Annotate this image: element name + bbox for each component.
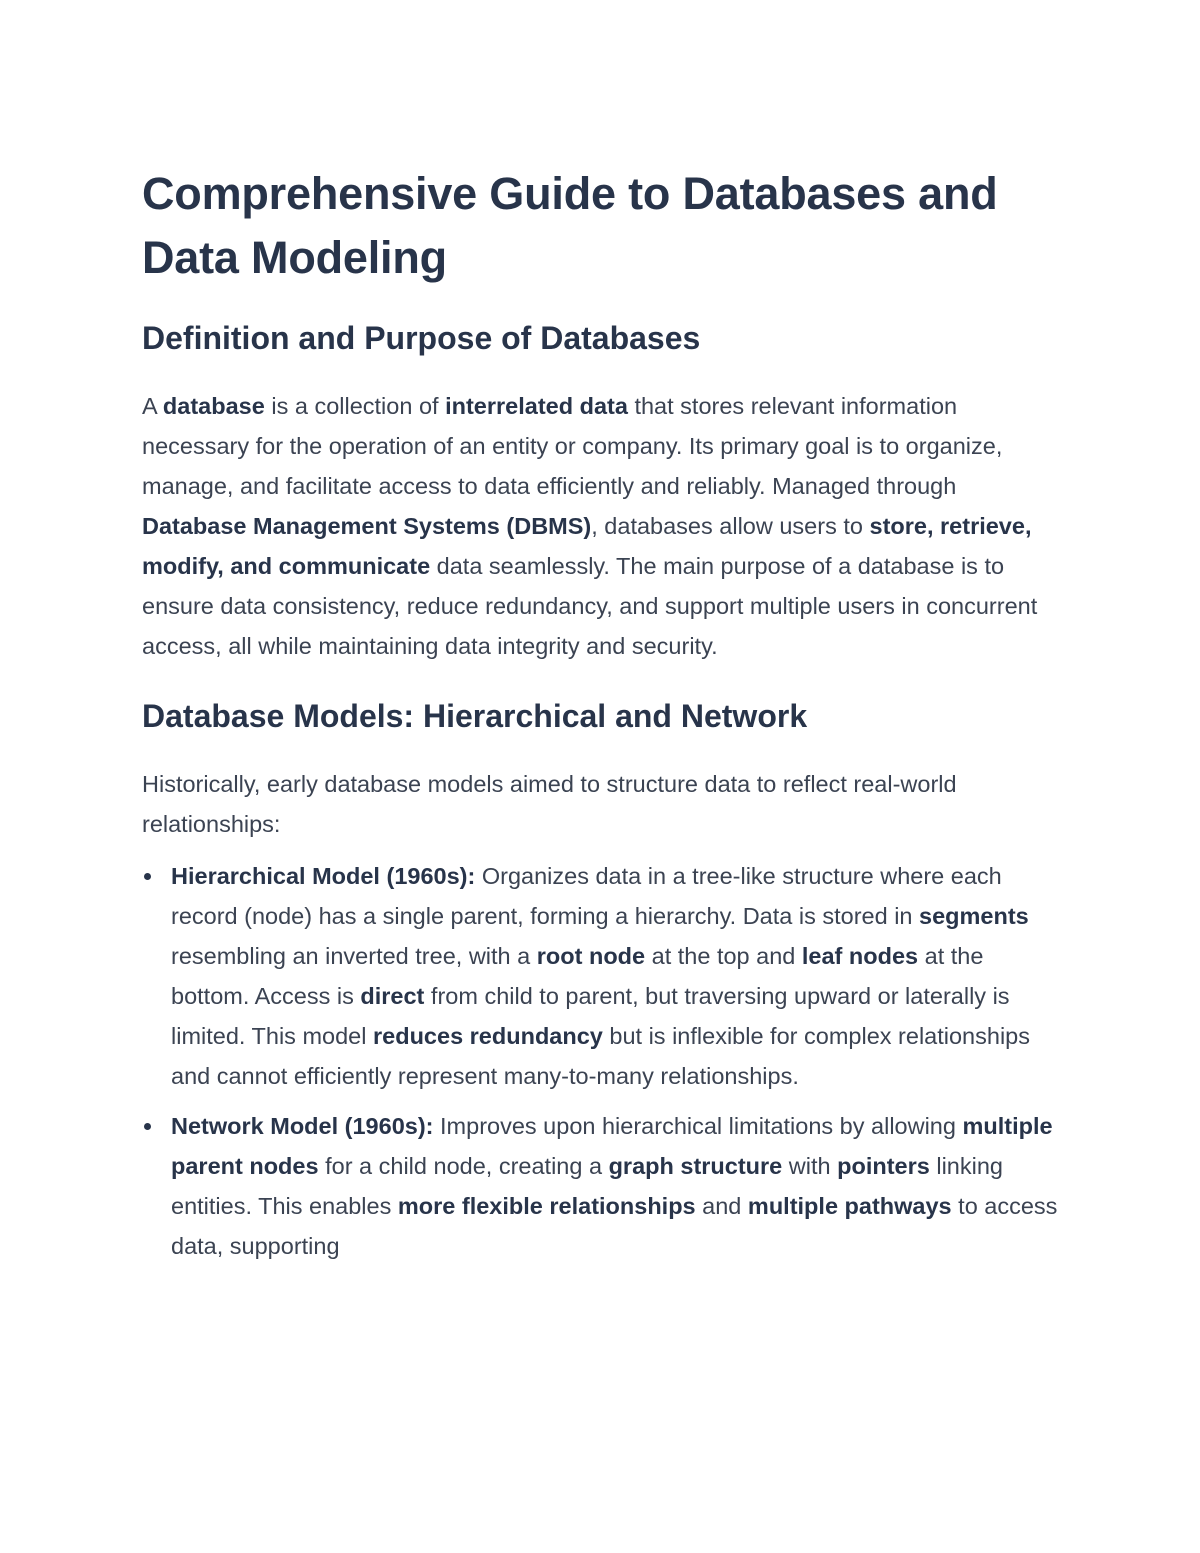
text-run: A [142, 393, 163, 419]
text-run: Organizes data in a tree-like structure where each record (node) has a single parent, forming a hierarchy. Data is stored in [171, 863, 1002, 929]
bold-term: store, retrieve, modify, and communicate [142, 513, 1032, 579]
text-run: for a child node, creating a [318, 1153, 609, 1179]
bullet-icon [144, 873, 151, 880]
list-item-network [142, 1106, 1062, 1266]
text-run: , databases allow users to [591, 513, 870, 539]
bold-term: direct [360, 983, 425, 1009]
bold-term: database [162, 393, 265, 419]
text-run: at the top and [645, 943, 802, 969]
text-run: at the bottom. Access is [171, 943, 984, 1009]
text-run: that stores relevant information necessary for the operation of an entity or company. Its primary goal is to organize, manage, and facilitate access to data efficiently and reliably. Managed through [142, 393, 1003, 499]
text-run: to access data, supporting [171, 1193, 1058, 1259]
list-item-hierarchical [142, 856, 1062, 1096]
text-run: and [695, 1193, 748, 1219]
bold-term: root node [536, 943, 646, 969]
bold-term: multiple pathways [747, 1193, 952, 1219]
text-run: resembling an inverted tree, with a [171, 943, 537, 969]
text-run: from child to parent, but traversing upward or laterally is limited. This model [171, 983, 1010, 1049]
bold-term: Network Model (1960s): [171, 1113, 434, 1139]
section-heading-models: Database Models: Hierarchical and Network [142, 698, 808, 734]
text-run: linking entities. This enables [171, 1153, 1003, 1219]
bold-term: segments [919, 903, 1029, 929]
definition-paragraph [142, 386, 1062, 666]
text-run: data seamlessly. The main purpose of a database is to ensure data consistency, reduce redundancy, and support multiple users in concurrent access, all while maintaining data integrity and security. [142, 553, 1038, 659]
bold-term: more flexible relationships [397, 1193, 696, 1219]
bold-term: reduces redundancy [373, 1023, 603, 1049]
text-run: Improves upon hierarchical limitations by allowing [433, 1113, 963, 1139]
bold-term: leaf nodes [801, 943, 919, 969]
page-title: Comprehensive Guide to Databases and Data Modeling [142, 168, 998, 283]
bold-term: pointers [837, 1153, 930, 1179]
models-intro-paragraph: Historically, early database models aimed to structure data to reflect real-world relationships: [142, 771, 957, 837]
bold-term: Database Management Systems (DBMS) [142, 513, 592, 539]
bullet-icon [144, 1123, 151, 1130]
bold-term: interrelated data [445, 393, 628, 419]
bold-term: multiple parent nodes [171, 1113, 1053, 1179]
models-list [142, 856, 1062, 1266]
text-run: is a collection of [264, 393, 446, 419]
text-run: with [782, 1153, 838, 1179]
bold-term: Hierarchical Model (1960s): [171, 863, 476, 889]
text-run: but is inflexible for complex relationships and cannot efficiently represent many-to-many relationships. [171, 1023, 1030, 1089]
document-page [142, 162, 1062, 1276]
section-heading-definition: Definition and Purpose of Databases [142, 320, 701, 356]
bold-term: graph structure [608, 1153, 783, 1179]
